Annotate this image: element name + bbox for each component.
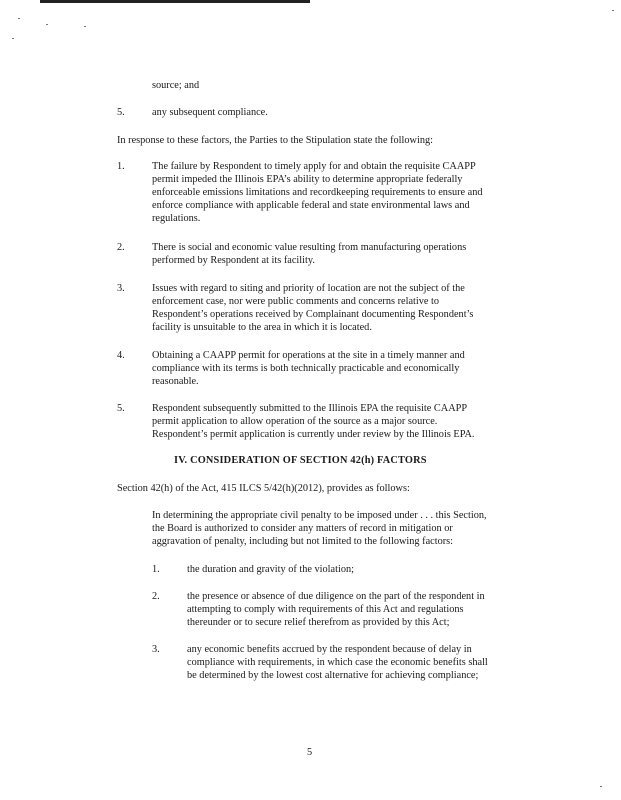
stipulation-number: 1. — [117, 161, 125, 172]
stipulation-number: 2. — [117, 242, 125, 253]
scan-mark — [286, 0, 292, 3]
continued-item-text: source; and — [152, 80, 200, 91]
section-intro: Section 42(h) of the Act, 415 ILCS 5/42(h)(2012), provides as follows: — [117, 483, 410, 494]
scan-speck — [84, 26, 86, 27]
scan-speck — [612, 10, 614, 11]
section-heading: IV. CONSIDERATION OF SECTION 42(h) FACTORS — [174, 455, 427, 466]
quoted-factor: the duration and gravity of the violation; — [187, 564, 354, 575]
stipulation-item: Obtaining a CAAPP permit for operations at the site in a timely manner and compliance with its terms is both technically practicable and economically reasonable. — [152, 350, 465, 388]
stipulation-number: 5. — [117, 403, 125, 414]
quoted-factor: the presence or absence of due diligence on the part of the respondent in attempting to comply with requirements of this Act and regulations thereunder or to secure relief therefrom as provided by this Act; — [187, 591, 485, 629]
quoted-factor: any economic benefits accrued by the respondent because of delay in compliance with requirements, in which case the economic benefits shall be determined by the lowest cost alternative for achieving compliance; — [187, 644, 488, 682]
stipulation-item: Respondent subsequently submitted to the Illinois EPA the requisite CAAPP permit application to allow operation of the source as a major source. Respondent’s permit application is currently under review by the Illinois EPA. — [152, 403, 475, 441]
stipulation-number: 3. — [117, 283, 125, 294]
scan-speck — [600, 786, 602, 787]
page-number: 5 — [307, 747, 313, 758]
quoted-factor-number: 3. — [152, 644, 160, 655]
factor-number: 5. — [117, 107, 125, 118]
stipulation-item: Issues with regard to siting and priority of location are not the subject of the enforcement case, nor were public comments and concerns relative to Respondent’s operations received by Complainant documenting Respondent’s facility is unsuitable to the area in which it is located. — [152, 283, 474, 334]
stipulation-item: There is social and economic value resulting from manufacturing operations performed by Respondent at its facility. — [152, 242, 467, 267]
scan-speck — [46, 24, 48, 25]
intro-paragraph: In response to these factors, the Parties to the Stipulation state the following: — [117, 135, 433, 146]
quoted-factor-number: 1. — [152, 564, 160, 575]
scan-mark — [300, 0, 306, 3]
scan-speck — [12, 38, 14, 39]
scan-top-edge — [40, 0, 310, 3]
quoted-factor-number: 2. — [152, 591, 160, 602]
factor-text: any subsequent compliance. — [152, 107, 268, 118]
scan-speck — [18, 18, 20, 19]
quoted-paragraph: In determining the appropriate civil penalty to be imposed under . . . this Section, the Board is authorized to consider any matters of record in mitigation or aggravation of penalty, including but not limited to the following factors: — [152, 510, 487, 548]
stipulation-item: The failure by Respondent to timely apply for and obtain the requisite CAAPP permit impeded the Illinois EPA’s ability to determine appropriate federally enforceable emissions limitations and recordkeeping requirements to ensure and enforce compliance with applicable federal and state environmental laws and regulations. — [152, 161, 483, 225]
stipulation-number: 4. — [117, 350, 125, 361]
